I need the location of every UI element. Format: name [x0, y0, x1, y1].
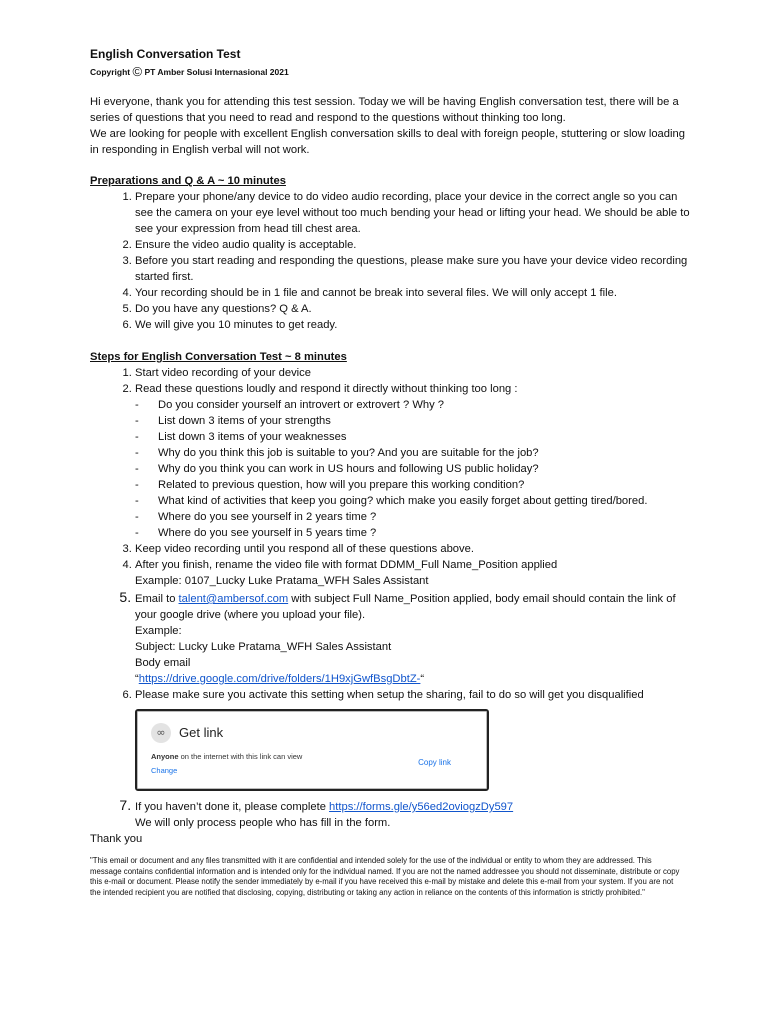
step-4-example: Example: 0107_Lucky Luke Pratama_WFH Sales Assistant	[135, 575, 429, 587]
get-link-description	[151, 751, 302, 762]
closing-thanks: Thank you	[90, 833, 143, 845]
question-item: - Related to previous question, how will you prepare this working condition?	[135, 477, 690, 493]
question-item: - What kind of activities that keep you going? which make you easily forget about getting tired/bored.	[135, 493, 690, 509]
question-item: - List down 3 items of your strengths	[135, 413, 690, 429]
list-item: 3. Before you start reading and responding the questions, please make sure you have your device video recording started first.	[135, 253, 690, 285]
document-page	[90, 46, 690, 847]
section-heading-preparations: Preparations and Q & A ~ 10 minutes	[90, 175, 286, 187]
get-link-header	[151, 723, 223, 743]
step-7-line2: We will only process people who has fill in the form.	[135, 817, 391, 829]
confidentiality-disclaimer: "This email or document and any files transmitted with it are confidential and intended solely for the use of the individual or entity to whom they are addressed. This message contains confidential information and is intended only for the individual named. If you are not the named addressee you should not disseminate, distribute or copy this e-mail or document. Please notify the sender immediately by e-mail if you have received this e-mail by mistake and delete this e-mail from your system. If you are not the intended recipient you are notified that disclosing, copying, distributing or taking any action in reliance on the contents of this information is strictly prohibited."	[90, 856, 680, 897]
question-item: - Where do you see yourself in 5 years time ?	[135, 525, 690, 541]
step-5-subject: Subject: Lucky Luke Pratama_WFH Sales Assistant	[135, 641, 392, 653]
list-item	[135, 557, 690, 589]
copyright-symbol: ©	[132, 64, 143, 79]
section-heading-steps: Steps for English Conversation Test ~ 8 minutes	[90, 351, 347, 363]
form-link[interactable]: https://forms.gle/y56ed2oviogzDy597	[329, 801, 514, 813]
link-icon: ∞	[151, 723, 171, 743]
get-link-desc-rest: on the internet with this link can view	[178, 752, 303, 761]
list-item: 3. Keep video recording until you respond all of these questions above.	[135, 541, 690, 557]
list-item: 1. Prepare your phone/any device to do video audio recording, place your device in the correct angle so you can see the camera on your eye level without too much bending your head or lifting your head. We should be able to see your expression from head till chest area.	[135, 189, 690, 237]
step-5-pre: Email to	[135, 593, 179, 605]
get-link-title: Get link	[179, 725, 224, 740]
list-item	[135, 687, 690, 791]
question-item: - Where do you see yourself in 2 years time ?	[135, 509, 690, 525]
step-5-example-label: Example:	[135, 625, 182, 637]
list-item: 5. Do you have any questions? Q & A.	[135, 301, 690, 317]
email-link[interactable]: talent@ambersof.com	[178, 593, 289, 605]
get-link-desc-bold: Anyone	[151, 752, 179, 761]
step-7-pre: If you haven’t done it, please complete	[135, 801, 330, 813]
steps-list	[90, 365, 690, 831]
list-item	[135, 589, 690, 687]
quote-open: “	[135, 673, 139, 685]
list-item	[135, 381, 690, 541]
list-item: 4. Your recording should be in 1 file and cannot be break into several files. We will only accept 1 file.	[135, 285, 690, 301]
preparations-list	[90, 189, 690, 333]
change-link: Change	[151, 766, 178, 775]
copyright-prefix: Copyright	[90, 67, 131, 77]
list-item: 1. Start video recording of your device	[135, 365, 690, 381]
document-title: English Conversation Test	[90, 47, 241, 61]
step-6-text: Please make sure you activate this setting when setup the sharing, fail to do so will get you disqualified	[135, 689, 644, 701]
question-item: - Why do you think this job is suitable to you? And you are suitable for the job?	[135, 445, 690, 461]
question-list	[135, 397, 690, 541]
copyright-text: PT Amber Solusi Internasional 2021	[144, 67, 289, 77]
list-item: 2. Ensure the video audio quality is acceptable.	[135, 237, 690, 253]
question-item: - List down 3 items of your weaknesses	[135, 429, 690, 445]
question-item: - Do you consider yourself an introvert or extrovert ? Why ?	[135, 397, 690, 413]
copyright-line	[90, 64, 690, 80]
intro-paragraph-1: Hi everyone, thank you for attending this test session. Today we will be having English conversation test, there will be a series of questions that you need to read and respond to the questions without thinking too long.	[90, 96, 679, 124]
step-5-post: with subject Full Name_Position applied, body email should contain the link of your google drive (where you upload your file).	[135, 593, 676, 621]
step-2-text: Read these questions loudly and respond it directly without thinking too long :	[135, 383, 518, 395]
get-link-screenshot	[135, 709, 489, 791]
quote-close: “	[420, 673, 425, 685]
drive-link[interactable]: https://drive.google.com/drive/folders/1H9xjGwfBsgDbtZ-	[138, 673, 421, 685]
intro-paragraph-2: We are looking for people with excellent English conversation skills to deal with foreign people, stuttering or slow loading in responding in English verbal will not work.	[90, 128, 685, 156]
step-4-text: After you finish, rename the video file with format DDMM_Full Name_Position applied	[135, 559, 558, 571]
step-5-body-label: Body email	[135, 657, 191, 669]
copy-link: Copy link	[418, 758, 451, 767]
question-item: - Why do you think you can work in US hours and following US public holiday?	[135, 461, 690, 477]
list-item: 6. We will give you 10 minutes to get ready.	[135, 317, 690, 333]
list-item	[135, 797, 690, 831]
